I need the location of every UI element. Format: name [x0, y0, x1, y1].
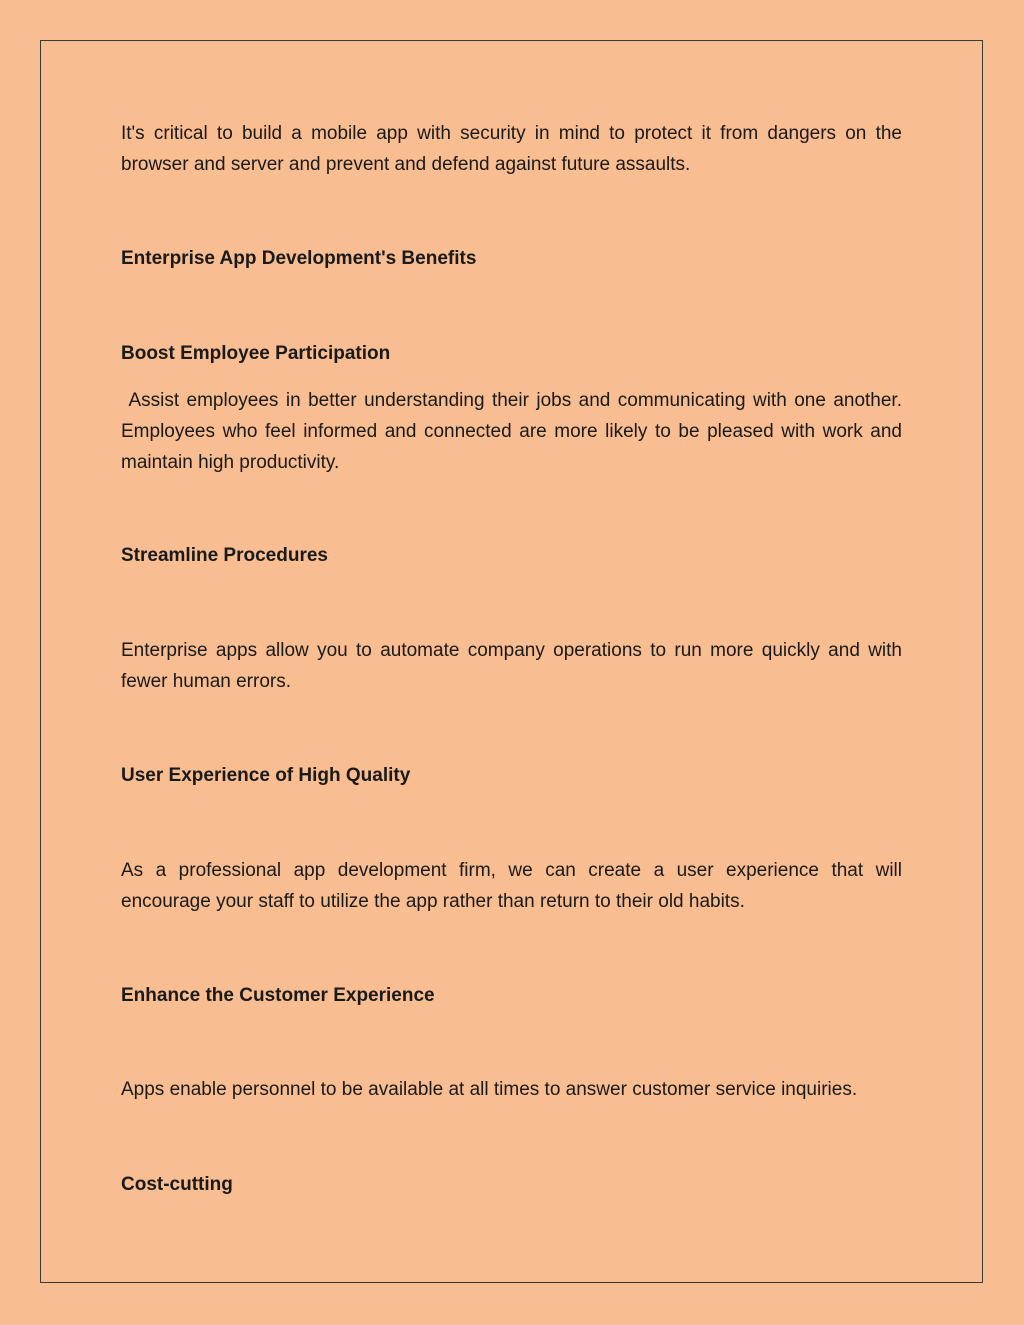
section-body-customer-experience: Apps enable personnel to be available at all times to answer customer service inquiries.	[121, 1079, 858, 1100]
section-heading-cost-cutting: Cost-cutting	[121, 1174, 233, 1195]
section-body-streamline: Enterprise apps allow you to automate company operations to run more quickly and with fewer human errors.	[121, 640, 902, 692]
intro-paragraph: It's critical to build a mobile app with security in mind to protect it from dangers on the browser and server and prevent and defend against future assaults.	[121, 123, 902, 175]
section-heading-customer-experience: Enhance the Customer Experience	[121, 985, 435, 1006]
section-heading-employee-participation: Boost Employee Participation	[121, 343, 391, 364]
benefits-heading: Enterprise App Development's Benefits	[121, 248, 477, 269]
section-body-employee-participation: Assist employees in better understanding their jobs and communicating with one another. Employees who feel informed and connected are more likely to be pleased with work and maintain high productivity.	[121, 390, 908, 473]
section-heading-user-experience: User Experience of High Quality	[121, 765, 411, 786]
section-body-user-experience: As a professional app development firm, we can create a user experience that will encourage your staff to utilize the app rather than return to their old habits.	[121, 860, 902, 912]
section-heading-streamline: Streamline Procedures	[121, 545, 328, 566]
